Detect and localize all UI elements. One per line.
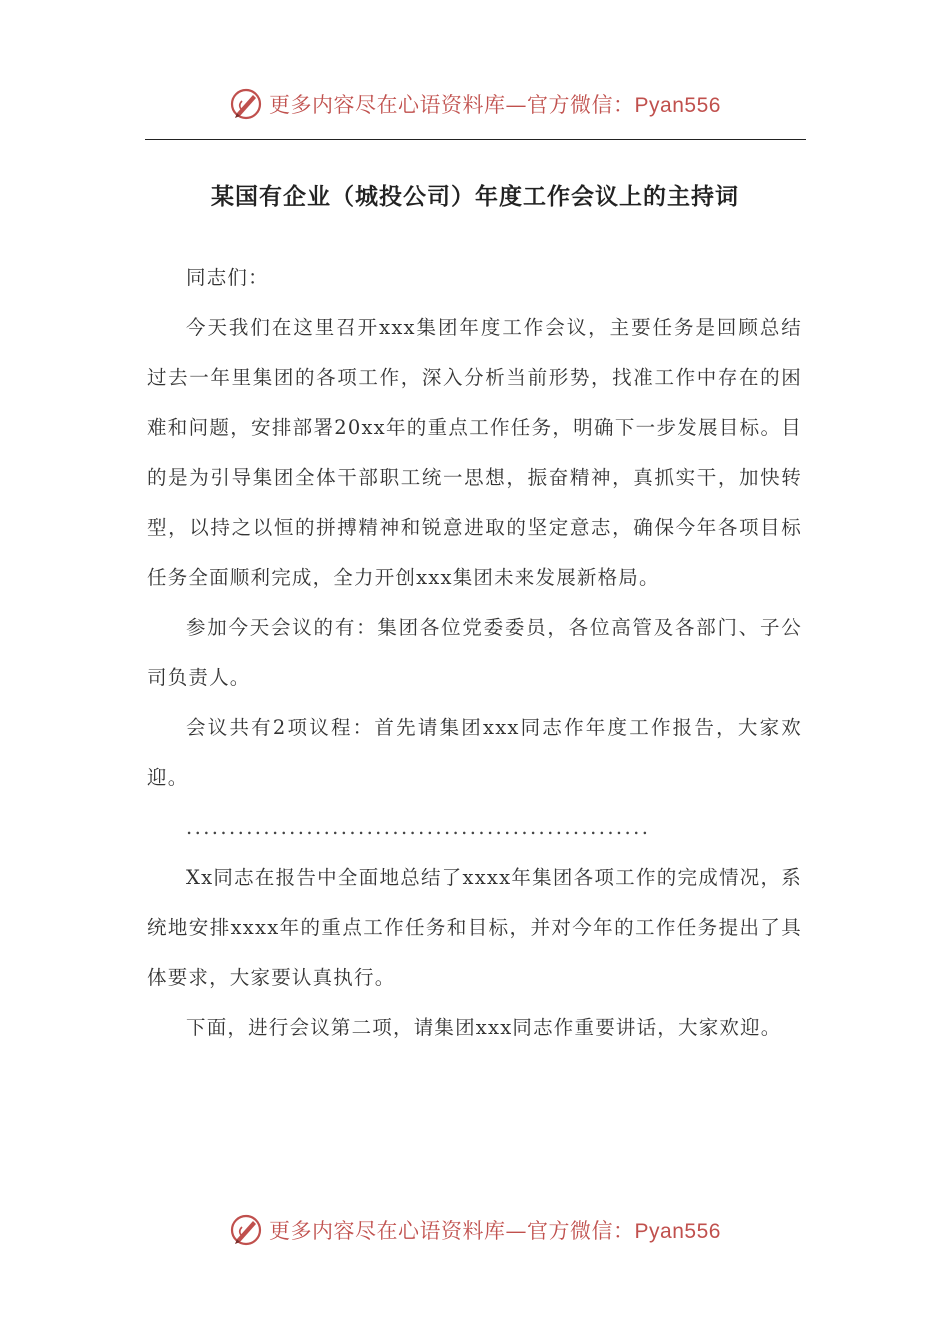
ellipsis-separator: ......................................................	[186, 816, 651, 839]
pen-logo-icon	[229, 87, 263, 121]
paragraph: 下面，进行会议第二项，请集团xxx同志作重要讲话，大家欢迎。	[186, 1016, 782, 1039]
paragraph: 今天我们在这里召开xxx集团年度工作会议，主要任务是回顾总结过去一年里集团的各项工作，深入分析当前形势，找准工作中存在的困难和问题，安排部署20xx年的重点工作任务，明确下一步发展目标。目的是为引导集团全体干部职工统一思想，振奋精神，真抓实干，加快转型，以持之以恒的拼搏精神和锐意进取的坚定意志，确保今年各项目标任务全面顺利完成，全力开创xxx集团未来发展新格局。	[147, 316, 802, 589]
footer-watermark	[0, 1210, 950, 1250]
document-title: 某国有企业（城投公司）年度工作会议上的主持词	[211, 184, 739, 210]
header-divider	[145, 139, 806, 140]
paragraph: 参加今天会议的有：集团各位党委委员，各位高管及各部门、子公司负责人。	[147, 616, 802, 689]
header-watermark	[0, 84, 950, 124]
paragraph: 会议共有2项议程：首先请集团xxx同志作年度工作报告，大家欢迎。	[147, 716, 802, 789]
watermark-text: 更多内容尽在心语资料库—官方微信：Pyan556	[269, 1219, 721, 1243]
pen-logo-icon	[229, 1213, 263, 1247]
document-body	[147, 253, 802, 1053]
paragraph: Xx同志在报告中全面地总结了xxxx年集团各项工作的完成情况，系统地安排xxxx年的重点工作任务和目标，并对今年的工作任务提出了具体要求，大家要认真执行。	[147, 866, 802, 989]
salutation: 同志们：	[186, 266, 269, 289]
watermark-text: 更多内容尽在心语资料库—官方微信：Pyan556	[269, 93, 721, 117]
